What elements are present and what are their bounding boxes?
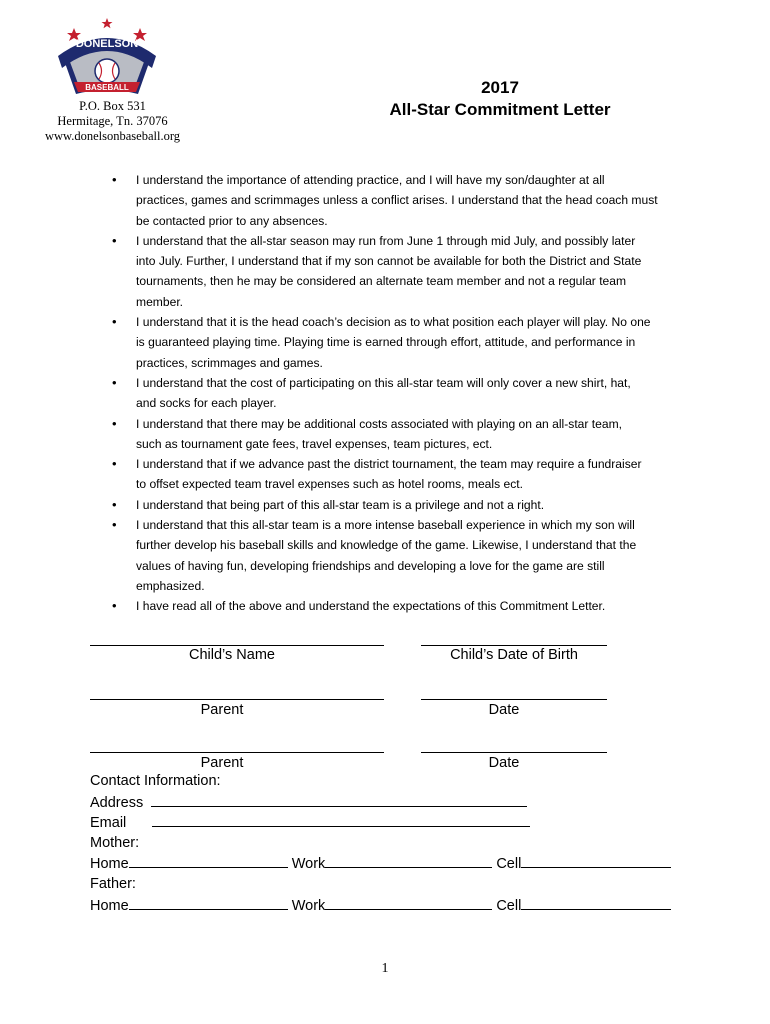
bullet-icon: • [112, 232, 117, 248]
commitment-text-line: I understand that the cost of participating on this all-star team will only cover a new shirt, hat, [136, 375, 631, 390]
bullet-icon: • [112, 598, 117, 614]
commitment-item [112, 312, 692, 373]
commitment-text-line: to offset expected team travel expenses such as hotel rooms, meals ect. [136, 477, 523, 492]
mother-work-field[interactable] [325, 853, 492, 868]
commitment-text-line: further develop his baseball skills and knowledge of the game. Likewise, I understand that the [136, 538, 637, 553]
commitment-item [112, 495, 692, 515]
bullet-icon: • [112, 172, 117, 187]
commitment-text-line: I understand that if we advance past the district tournament, the team may require a fundraiser [136, 457, 642, 472]
commitment-text-line: emphasized. [136, 578, 205, 593]
father-cell-label: Cell [496, 897, 522, 914]
bullet-icon: • [112, 314, 117, 330]
bullet-icon: • [112, 496, 117, 512]
commitment-text-line: and socks for each player. [136, 396, 277, 411]
commitment-item [112, 170, 692, 231]
email-row [90, 812, 710, 833]
bullet-icon: • [112, 517, 117, 533]
contact-heading: Contact Information: [90, 773, 221, 789]
mother-cell-label: Cell [496, 856, 522, 873]
childs-dob-label: Child’s Date of Birth [450, 647, 578, 663]
email-label: Email [90, 815, 127, 832]
city-state-zip: Hermitage, Tn. 37076 [57, 114, 168, 128]
document-title [380, 77, 620, 121]
po-box: P.O. Box 531 [79, 99, 146, 113]
commitment-text-line: practices, scrimmages and games. [136, 355, 323, 370]
page-number: 1 [381, 961, 389, 976]
bullet-icon: • [112, 456, 117, 472]
commitment-text-line: I understand that being part of this all-star team is a privilege and not a right. [136, 497, 545, 512]
father-home-field[interactable] [129, 895, 288, 910]
commitment-text-line: I understand that it is the head coach’s decision as to what position each player will play. No one [136, 315, 651, 330]
commitment-text-line: is guaranteed playing time. Playing time is earned through effort, attitude, and performance in [136, 335, 636, 350]
commitment-item [112, 515, 692, 596]
commitment-text-line: into July. Further, I understand that if my son cannot be available for both the District and State [136, 254, 642, 269]
father-home-label: Home [90, 897, 129, 914]
commitment-text-line: I understand that there may be additional costs associated with playing on an all-star team, [136, 416, 623, 431]
commitment-list [112, 170, 692, 617]
email-field[interactable] [152, 812, 530, 827]
mother-work-label: Work [291, 856, 326, 873]
commitment-item [112, 414, 692, 455]
donelson-baseball-logo [54, 16, 160, 100]
childs-name-label: Child’s Name [189, 647, 275, 663]
mother-home-label: Home [90, 856, 129, 873]
parent-signature-line-2[interactable] [90, 752, 384, 753]
commitment-text-line: be contacted prior to any absences. [136, 213, 328, 228]
commitment-text-line: values of having fun, developing friendships and developing a love for the game are still [136, 558, 605, 573]
mother-label: Mother: [90, 834, 140, 851]
commitment-item [112, 231, 692, 312]
commitment-text-line: I understand the importance of attending practice, and I will have my son/daughter at all [136, 173, 605, 187]
childs-name-line[interactable] [90, 645, 384, 646]
commitment-text-line: I understand that the all-star season may run from June 1 through mid July, and possibly later [136, 233, 636, 248]
address-label: Address [90, 794, 144, 811]
logo-subtitle: BASEBALL [85, 83, 129, 92]
title-text: All-Star Commitment Letter [389, 100, 611, 119]
commitment-text-line: member. [136, 294, 184, 309]
commitment-text-line: I understand that this all-star team is a more intense baseball experience in which my son will [136, 518, 635, 533]
bullet-icon: • [112, 374, 117, 390]
father-work-label: Work [291, 897, 326, 914]
organization-address [20, 99, 205, 144]
parent-label-1: Parent [200, 702, 244, 718]
father-phone-row [90, 895, 710, 916]
mother-cell-field[interactable] [521, 853, 671, 868]
childs-dob-line[interactable] [421, 645, 607, 646]
commitment-text-line: I have read all of the above and understand the expectations of this Commitment Letter. [136, 599, 606, 614]
mother-home-field[interactable] [129, 853, 288, 868]
title-year: 2017 [481, 78, 519, 97]
parent-label-2: Parent [200, 755, 244, 771]
logo-wordmark: DONELSON [75, 38, 139, 50]
commitment-item [112, 596, 692, 616]
date-label-1: Date [488, 702, 520, 718]
commitment-text-line: tournaments, then he may be considered an alternate team member and not a regular team [136, 274, 627, 289]
parent-signature-line-1[interactable] [90, 699, 384, 700]
website: www.donelsonbaseball.org [44, 129, 181, 143]
commitment-text-line: practices, games and scrimmages unless a conflict arises. I understand that the head coach must [136, 193, 658, 208]
commitment-text-line: such as tournament gate fees, travel expenses, team pictures, ect. [136, 436, 493, 451]
contact-information [90, 771, 710, 915]
father-label: Father: [90, 875, 136, 892]
father-work-field[interactable] [325, 895, 492, 910]
commitment-item [112, 373, 692, 414]
mother-phone-row [90, 853, 710, 874]
bullet-icon: • [112, 415, 117, 431]
father-cell-field[interactable] [521, 895, 671, 910]
date-line-2[interactable] [421, 752, 607, 753]
address-field[interactable] [151, 792, 527, 807]
date-label-2: Date [488, 755, 520, 771]
date-line-1[interactable] [421, 699, 607, 700]
commitment-item [112, 454, 692, 495]
address-row [90, 792, 710, 813]
